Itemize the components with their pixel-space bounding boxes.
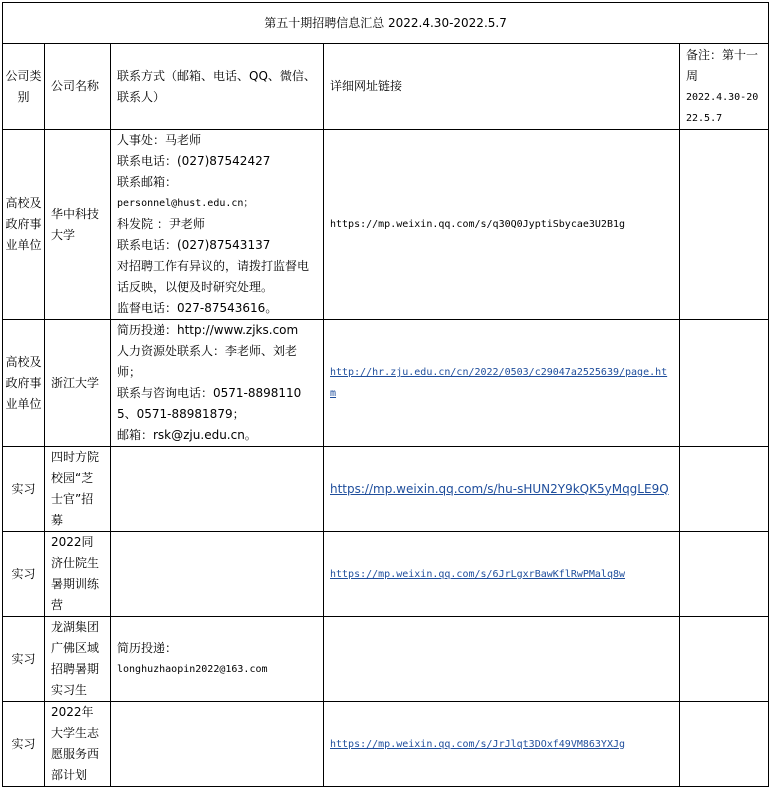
row-company: 浙江大学 [45, 320, 111, 447]
detail-link[interactable]: https://mp.weixin.qq.com/s/hu-sHUN2Y9kQK5yMqgLE9Q [330, 481, 669, 496]
detail-link[interactable]: https://mp.weixin.qq.com/s/6JrLgxrBawKflRwPMalq8w [330, 568, 626, 580]
row-contact [111, 320, 324, 447]
recruitment-table [2, 2, 769, 787]
row-company: 四时方院校园“芝士官”招募 [45, 447, 111, 532]
row-company: 2022年大学生志愿服务西部计划 [45, 702, 111, 787]
header-link: 详细网址链接 [324, 44, 680, 130]
row-link [324, 447, 680, 532]
row-contact [111, 617, 324, 702]
header-note [680, 44, 769, 130]
row-note [680, 532, 769, 617]
row-link [324, 130, 680, 320]
row-note [680, 130, 769, 320]
contact-line: 联系电话：(027)87542427 [117, 154, 271, 168]
row-contact [111, 532, 324, 617]
row-link [324, 320, 680, 447]
header-category: 公司类别 [3, 44, 45, 130]
table-row [3, 617, 769, 702]
header-contact: 联系方式（邮箱、电话、QQ、微信、联系人） [111, 44, 324, 130]
table-row [3, 532, 769, 617]
contact-email[interactable]: longhuzhaopin2022@163.com [117, 664, 268, 675]
row-company: 华中科技大学 [45, 130, 111, 320]
contact-line: 对招聘工作有异议的，请拨打监督电话反映，以便及时研究处理。 [117, 259, 310, 294]
row-contact [111, 130, 324, 320]
contact-email[interactable]: personnel@hust.edu.cn； [117, 198, 254, 209]
contact-line: 简历投递：http://www.zjks.com [117, 323, 299, 337]
row-contact [111, 702, 324, 787]
row-category: 实习 [3, 617, 45, 702]
row-note [680, 617, 769, 702]
row-link [324, 617, 680, 702]
contact-line: 联系与咨询电话：0571-88981105、0571-88981879； [117, 386, 302, 421]
table-row [3, 130, 769, 320]
title-row [3, 3, 769, 44]
contact-line: 简历投递： [117, 641, 178, 655]
table-row [3, 320, 769, 447]
row-category: 实习 [3, 447, 45, 532]
row-link [324, 702, 680, 787]
row-note [680, 702, 769, 787]
header-note-week: 备注：第十一周 [686, 47, 759, 83]
detail-link[interactable]: https://mp.weixin.qq.com/s/q30Q0JyptiSbycae3U2B1g [330, 219, 626, 230]
row-category: 实习 [3, 532, 45, 617]
header-note-dates: 2022.4.30-2022.5.7 [686, 91, 759, 124]
row-contact [111, 447, 324, 532]
detail-link[interactable]: https://mp.weixin.qq.com/s/JrJlqt3DOxf49VM863YXJg [330, 738, 626, 750]
contact-line: 联系电话：(027)87543137 [117, 238, 271, 252]
page-title: 第五十期招聘信息汇总 2022.4.30-2022.5.7 [3, 3, 769, 44]
row-note [680, 320, 769, 447]
header-row [3, 44, 769, 130]
contact-line: 人事处：马老师 [117, 133, 202, 147]
row-company: 龙湖集团广佛区域招聘暑期实习生 [45, 617, 111, 702]
contact-line: 邮箱：rsk@zju.edu.cn。 [117, 428, 257, 442]
contact-line: 联系邮箱： [117, 175, 178, 189]
row-note [680, 447, 769, 532]
row-link [324, 532, 680, 617]
contact-line: 监督电话：027-87543616。 [117, 301, 278, 315]
contact-line: 科发院 ：尹老师 [117, 217, 205, 231]
header-company: 公司名称 [45, 44, 111, 130]
contact-line: 人力资源处联系人：李老师、刘老师； [117, 344, 298, 379]
table-row [3, 447, 769, 532]
row-company: 2022同济仕院生暑期训练营 [45, 532, 111, 617]
row-category: 高校及政府事业单位 [3, 320, 45, 447]
row-category: 高校及政府事业单位 [3, 130, 45, 320]
detail-link[interactable]: http://hr.zju.edu.cn/cn/2022/0503/c29047a2525639/page.htm [330, 367, 668, 399]
row-category: 实习 [3, 702, 45, 787]
table-row [3, 702, 769, 787]
